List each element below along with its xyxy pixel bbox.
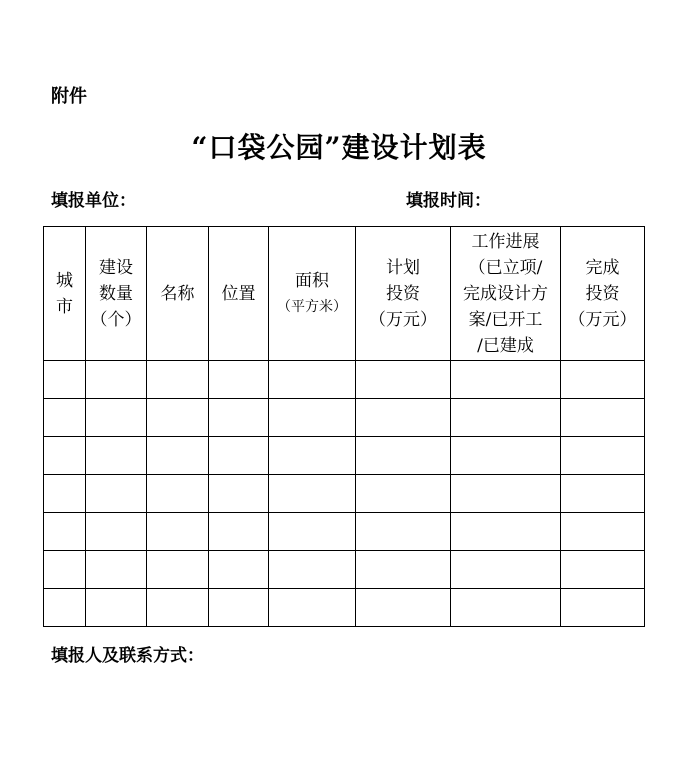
- fill-time-label: 填报时间：: [406, 191, 491, 211]
- table-row: [44, 475, 645, 513]
- header-line: （已立项/: [468, 257, 543, 278]
- table-cell: [356, 437, 451, 475]
- table-cell: [451, 437, 561, 475]
- header-line: /已建成: [477, 335, 534, 356]
- table-cell: [269, 399, 356, 437]
- table-cell: [561, 361, 645, 399]
- table-cell: [561, 437, 645, 475]
- header-name: [147, 227, 209, 361]
- header-line: 面积: [295, 270, 329, 291]
- header-line: （万元）: [568, 309, 637, 330]
- table-cell: [209, 551, 269, 589]
- header-line: 案/已开工: [468, 309, 543, 330]
- table-cell: [209, 361, 269, 399]
- table-cell: [356, 475, 451, 513]
- table-cell: [209, 589, 269, 627]
- header-location: [209, 227, 269, 361]
- table-cell: [86, 589, 147, 627]
- table-cell: [86, 551, 147, 589]
- header-line: （万元）: [369, 309, 437, 330]
- table-cell: [44, 437, 86, 475]
- header-line: 建设: [99, 257, 133, 278]
- header-line: 名称: [160, 283, 195, 304]
- table-cell: [356, 551, 451, 589]
- header-city: [44, 227, 86, 361]
- table-cell: [561, 551, 645, 589]
- header-line: 市: [56, 296, 73, 317]
- table-cell: [44, 361, 86, 399]
- table-row: [44, 513, 645, 551]
- header-line: （个）: [90, 309, 142, 330]
- table-cell: [561, 513, 645, 551]
- table-row: [44, 551, 645, 589]
- header-planned-investment: [356, 227, 451, 361]
- table-cell: [44, 589, 86, 627]
- contact-label: 填报人及联系方式：: [51, 646, 204, 666]
- table-cell: [356, 589, 451, 627]
- table-body: [44, 361, 645, 627]
- table-cell: [561, 399, 645, 437]
- table-cell: [44, 475, 86, 513]
- header-line: 位置: [221, 283, 256, 304]
- table-cell: [86, 361, 147, 399]
- table-cell: [451, 551, 561, 589]
- table-row: [44, 399, 645, 437]
- table-cell: [209, 437, 269, 475]
- table-cell: [451, 361, 561, 399]
- header-line: 数量: [99, 283, 133, 304]
- table-header-row: [44, 227, 645, 361]
- table-cell: [356, 399, 451, 437]
- header-line: 工作进展: [471, 231, 540, 252]
- header-line: 完成设计方: [463, 283, 548, 304]
- header-line: 投资: [386, 283, 420, 304]
- header-line: 投资: [585, 283, 620, 304]
- header-line: （平方米）: [277, 298, 347, 315]
- table-cell: [86, 475, 147, 513]
- page-title: “口袋公园”建设计划表: [191, 131, 487, 164]
- table-row: [44, 589, 645, 627]
- table-cell: [44, 399, 86, 437]
- table-cell: [451, 399, 561, 437]
- table-cell: [86, 399, 147, 437]
- attachment-label: 附件: [51, 86, 87, 107]
- table-row: [44, 437, 645, 475]
- table-cell: [269, 551, 356, 589]
- table-cell: [561, 589, 645, 627]
- table-cell: [209, 475, 269, 513]
- table-cell: [147, 589, 209, 627]
- fill-unit-label: 填报单位：: [51, 191, 136, 211]
- table-row: [44, 361, 645, 399]
- table-cell: [269, 513, 356, 551]
- header-completed-investment: [561, 227, 645, 361]
- header-line: 完成: [585, 257, 620, 278]
- header-work-progress: [451, 227, 561, 361]
- table-cell: [44, 551, 86, 589]
- table-cell: [44, 513, 86, 551]
- table-cell: [451, 475, 561, 513]
- table-cell: [209, 513, 269, 551]
- table-cell: [356, 361, 451, 399]
- header-line: 计划: [386, 257, 420, 278]
- table-cell: [147, 399, 209, 437]
- table-cell: [269, 475, 356, 513]
- table-cell: [147, 437, 209, 475]
- table-cell: [356, 513, 451, 551]
- table-cell: [561, 475, 645, 513]
- table-cell: [147, 361, 209, 399]
- header-build-count: [86, 227, 147, 361]
- table-cell: [269, 589, 356, 627]
- table-cell: [269, 361, 356, 399]
- plan-table: [43, 226, 645, 627]
- table-cell: [451, 513, 561, 551]
- table-cell: [147, 475, 209, 513]
- table-cell: [451, 589, 561, 627]
- table-cell: [86, 437, 147, 475]
- table-cell: [209, 399, 269, 437]
- table-cell: [147, 513, 209, 551]
- header-area: [269, 227, 356, 361]
- table-cell: [147, 551, 209, 589]
- table-cell: [86, 513, 147, 551]
- table-cell: [269, 437, 356, 475]
- header-line: 城: [56, 270, 73, 291]
